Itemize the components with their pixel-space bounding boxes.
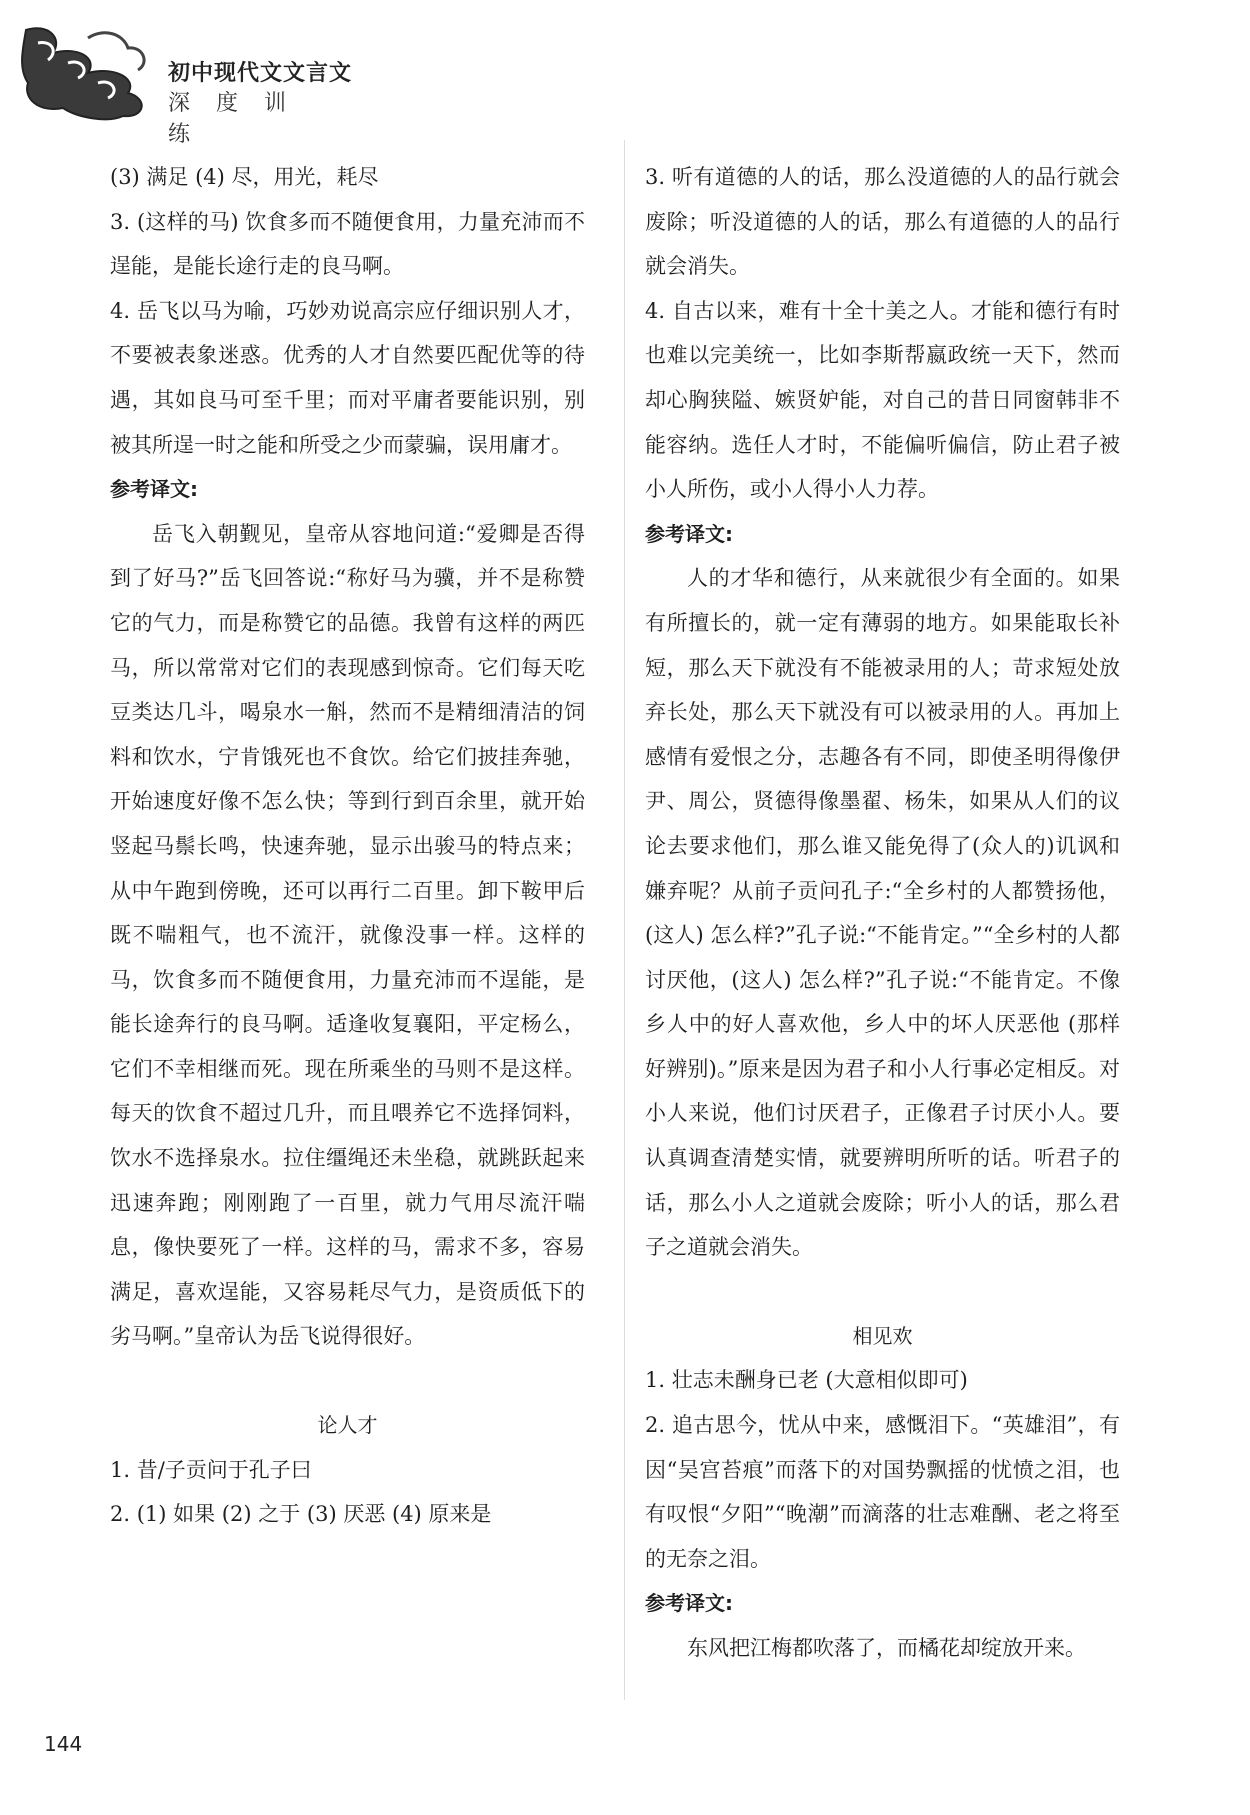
reference-translation-label: 参考译文: bbox=[110, 477, 198, 502]
page-number: 144 bbox=[44, 1732, 83, 1756]
answer-item: 1. 昔/子贡问于孔子曰 bbox=[110, 1457, 312, 1482]
section-title: 相见欢 bbox=[852, 1323, 913, 1348]
translation-paragraph: 人的才华和德行，从来就很少有全面的。如果有所擅长的，就一定有薄弱的地方。如果能取长补短，那么天下就没有不能被录用的人；苛求短处放弃长处，那么天下就没有可以被录用的人。再加上感情有爱恨之分，志趣各有不同，即使圣明得像伊尹、周公，贤德得像墨翟、杨朱，如果从人们的议论去要求他们，那么谁又能免得了(众人的)讥讽和嫌弃呢？从前子贡问孔子:“全乡村的人都赞扬他，(这人) 怎么样?”孔子说:“不能肯定。”“全乡村的人都讨厌他，(这人) 怎么样?”孔子说:“不能肯定。不像乡人中的好人喜欢他，乡人中的坏人厌恶他 (那样好辨别)。”原来是因为君子和小人行事必定相反。对小人来说，他们讨厌君子，正像君子讨厌小人。要认真调查清楚实情，就要辨明所听的话。听君子的话，那么小人之道就会废除；听小人的话，那么君子之道就会消失。 bbox=[645, 566, 1120, 1260]
answer-item: 4. 岳飞以马为喻，巧妙劝说高宗应仔细识别人才，不要被表象迷惑。优秀的人才自然要匹配优等的待遇，其如良马可至千里；而对平庸者要能识别，别被其所逞一时之能和所受之少而蒙骗，误用庸才。 bbox=[110, 298, 585, 457]
answer-item: 3. 听有道德的人的话，那么没道德的人的品行就会废除；听没道德的人的话，那么有道德的人的品行就会消失。 bbox=[645, 165, 1120, 279]
column-divider bbox=[624, 140, 625, 1700]
reference-translation-label: 参考译文: bbox=[645, 1591, 733, 1616]
book-subtitle: 深度训练 bbox=[168, 91, 313, 147]
answer-item: 3. (这样的马) 饮食多而不随便食用，力量充沛而不逞能，是能长途行走的良马啊。 bbox=[110, 209, 585, 279]
section-title: 论人才 bbox=[317, 1413, 378, 1438]
answer-item: 4. 自古以来，难有十全十美之人。才能和德行有时也难以完美统一，比如李斯帮嬴政统一天下，然而却心胸狭隘、嫉贤妒能，对自己的昔日同窗韩非不能容纳。选任人才时，不能偏听偏信，防止君子被小人所伤，或小人得小人力荐。 bbox=[645, 298, 1120, 502]
cloud-pattern-icon bbox=[18, 18, 158, 128]
translation-paragraph: 东风把江梅都吹落了，而橘花却绽放开来。 bbox=[687, 1636, 1086, 1660]
answer-item: 1. 壮志未酬身已老 (大意相似即可) bbox=[645, 1368, 968, 1393]
page-header bbox=[18, 18, 358, 147]
book-title: 初中现代文文言文 bbox=[168, 61, 353, 86]
reference-translation-label: 参考译文: bbox=[645, 521, 733, 546]
right-column bbox=[645, 155, 1120, 1671]
answer-item: 2. (1) 如果 (2) 之于 (3) 厌恶 (4) 原来是 bbox=[110, 1502, 492, 1527]
answer-line: (3) 满足 (4) 尽，用光，耗尽 bbox=[110, 165, 379, 189]
answer-item: 2. 追古思今，忧从中来，感慨泪下。“英雄泪”，有因“吴宫苔痕”而落下的对国势飘摇的忧愤之泪，也有叹恨“夕阳”“晚潮”而滴落的壮志难酬、老之将至的无奈之泪。 bbox=[645, 1413, 1120, 1571]
translation-paragraph: 岳飞入朝觐见，皇帝从容地问道:“爱卿是否得到了好马?”岳飞回答说:“称好马为骥，并不是称赞它的气力，而是称赞它的品德。我曾有这样的两匹马，所以常常对它们的表现感到惊奇。它们每天吃豆类达几斗，喝泉水一斛，然而不是精细清洁的饲料和饮水，宁肯饿死也不食饮。给它们披挂奔驰，开始速度好像不怎么快；等到行到百余里，就开始竖起马鬃长鸣，快速奔驰，显示出骏马的特点来；从中午跑到傍晚，还可以再行二百里。卸下鞍甲后既不喘粗气，也不流汗，就像没事一样。这样的马，饮食多而不随便食用，力量充沛而不逞能，是能长途奔行的良马啊。适逢收复襄阳，平定杨么，它们不幸相继而死。现在所乘坐的马则不是这样。每天的饮食不超过几升，而且喂养它不选择饲料，饮水不选择泉水。拉住缰绳还未坐稳，就跳跃起来迅速奔跑；刚刚跑了一百里，就力气用尽流汗喘息，像快要死了一样。这样的马，需求不多，容易满足，喜欢逞能，又容易耗尽气力，是资质低下的劣马啊。”皇帝认为岳飞说得很好。 bbox=[110, 521, 585, 1349]
left-column bbox=[110, 155, 585, 1537]
